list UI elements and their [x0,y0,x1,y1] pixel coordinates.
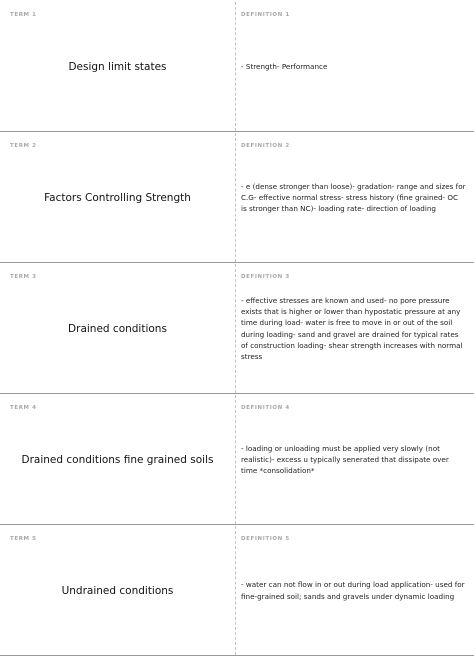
term-label: TERM 5 [10,536,37,542]
term-text: Design limit states [68,60,167,73]
definition-label: DEFINITION 5 [241,536,290,542]
flashcard-row [0,395,474,525]
term-cell [0,133,236,262]
definition-cell [236,2,474,131]
term-cell [0,526,236,655]
definition-text [241,2,466,131]
definition-label: DEFINITION 2 [241,143,290,149]
term-cell [0,395,236,524]
definition-cell [236,395,474,524]
definition-text [241,395,466,524]
definition-content: - Strength- Performance [241,61,328,71]
term-cell [0,264,236,393]
term-text: Undrained conditions [61,584,174,597]
flashcard-row [0,264,474,394]
definition-cell [236,264,474,393]
definition-label: DEFINITION 3 [241,274,290,280]
term-label: TERM 4 [10,405,37,411]
definition-cell [236,526,474,655]
flashcard-row [0,526,474,656]
term-text: Drained conditions fine grained soils [21,453,214,466]
definition-text [241,133,466,262]
definition-content: - effective stresses are known and used- no pore pressure exists that is higher or lower than hypostatic pressure at any time during load- water is free to move in or out of the soil during loading- sand and gravel are drained for typical rates of construction loading- shear strength increases with normal stress [241,295,463,362]
flashcard-row [0,2,474,132]
definition-content: - water can not flow in or out during load application- used for fine-grained soil; sands and gravels under dynamic loading [241,580,465,601]
term-text: Factors Controlling Strength [44,191,191,204]
definition-label: DEFINITION 4 [241,405,290,411]
definition-label: DEFINITION 1 [241,12,290,18]
term-label: TERM 3 [10,274,37,280]
definition-text [241,264,466,393]
definition-content: - e (dense stronger than loose)- gradation- range and sizes for C.G- effective normal stress- stress history (fine grained- OC is stronger than NC)- loading rate- direction of loading [241,181,466,214]
term-label: TERM 1 [10,12,37,18]
term-cell [0,2,236,131]
term-text: Drained conditions [68,322,167,335]
definition-text [241,526,466,655]
definition-content: - loading or unloading must be applied very slowly (not realistic)- excess u typically senerated that dissipate over time *consolidation* [241,443,449,476]
flashcard-row [0,133,474,263]
term-label: TERM 2 [10,143,37,149]
definition-cell [236,133,474,262]
